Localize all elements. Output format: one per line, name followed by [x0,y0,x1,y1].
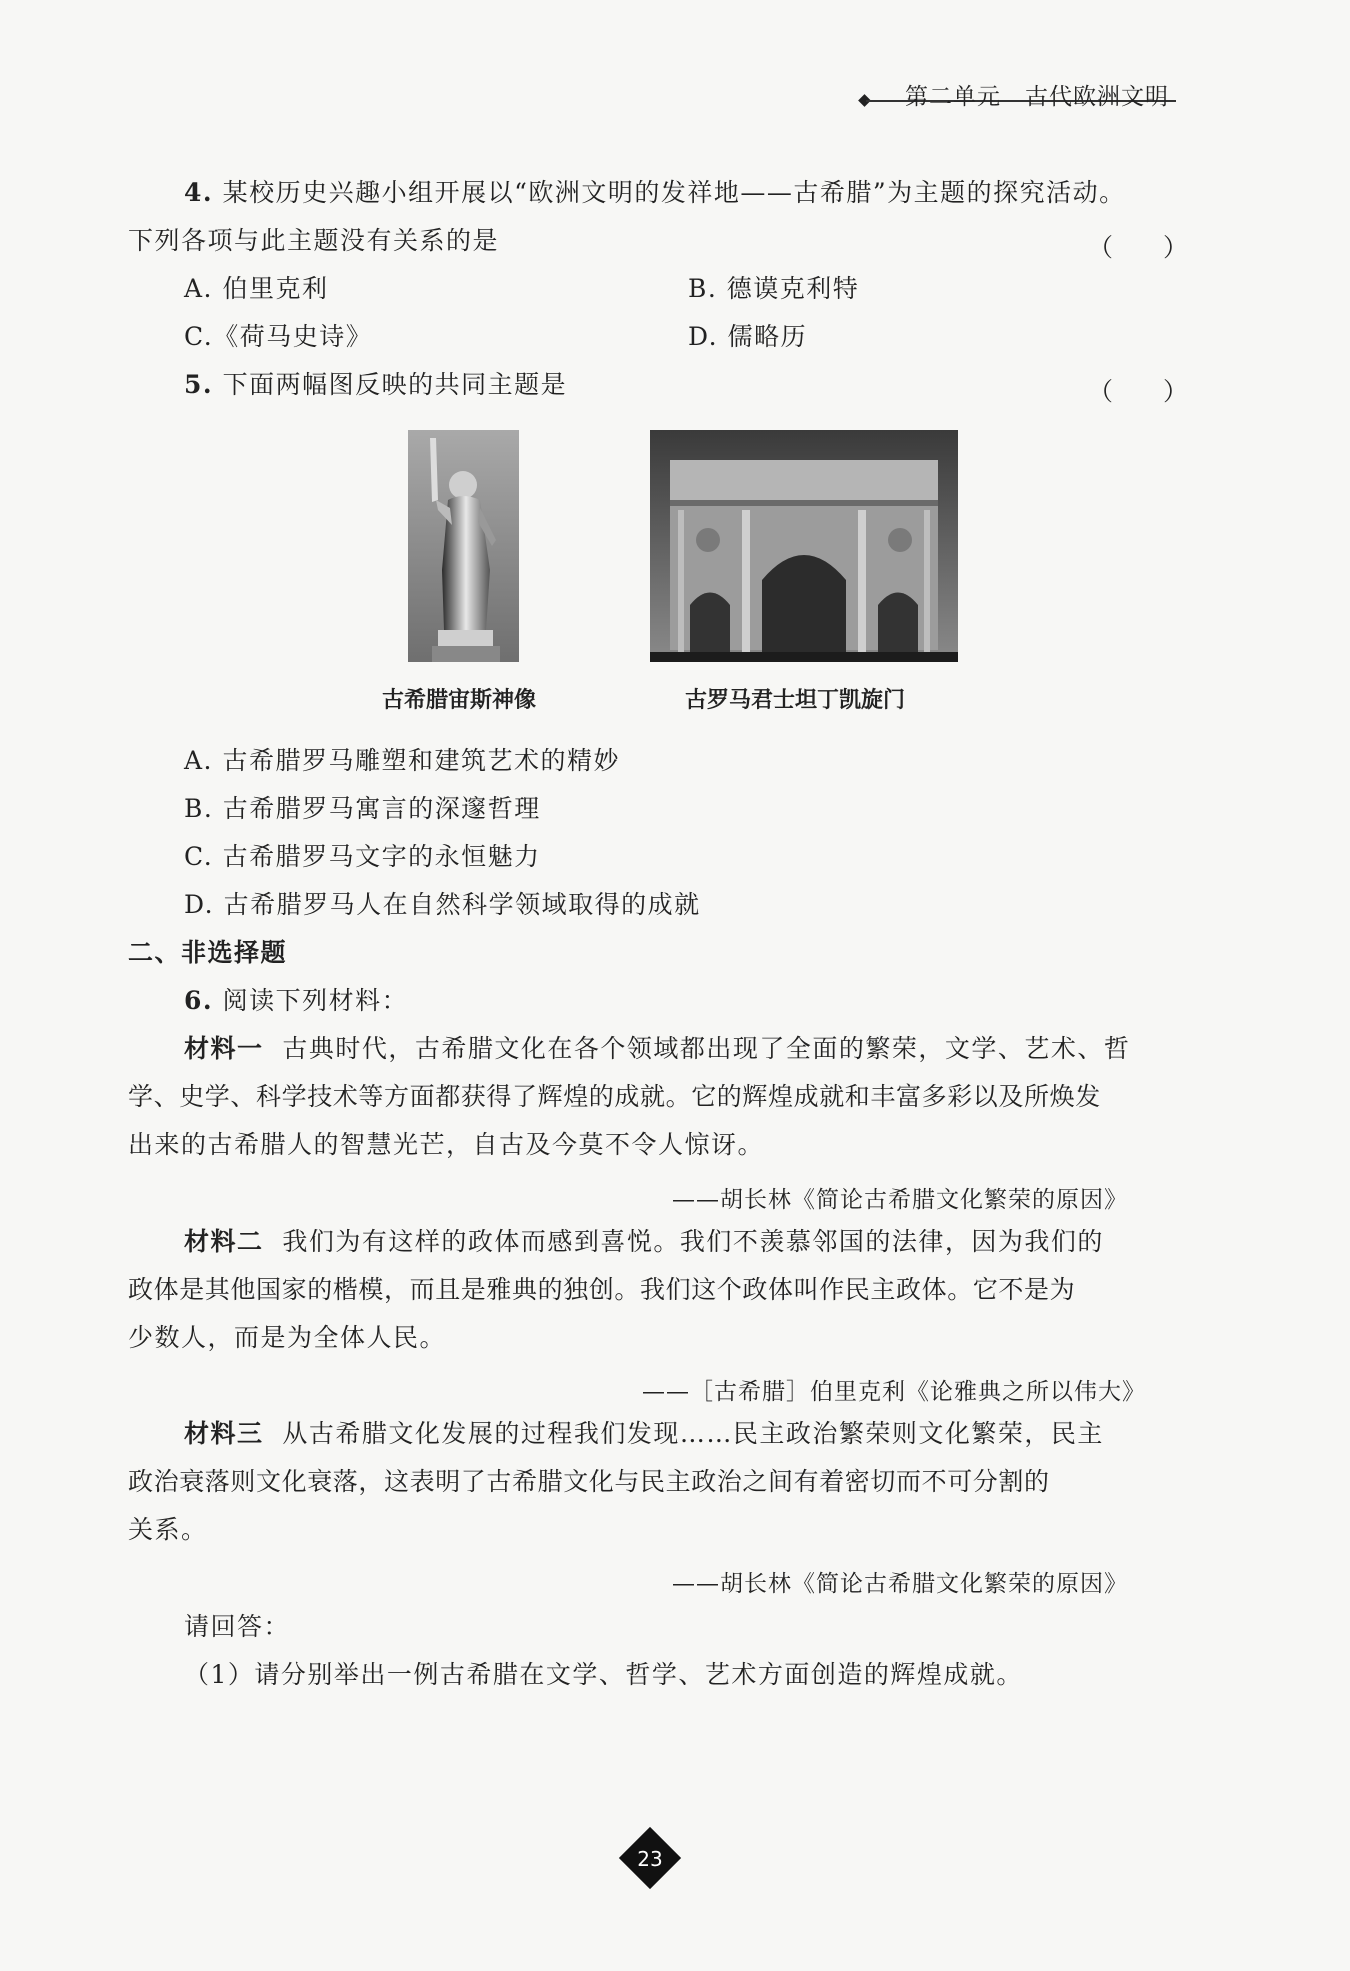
material-3-line-3: 关系。 [128,1515,208,1544]
section-title: 二、非选择题 [128,938,288,967]
unit-title: 第二单元 古代欧洲文明 [905,84,1169,110]
q4-answer-blank: （ ） [1088,233,1189,262]
material-1-label: 材料一 [184,1034,264,1063]
q5-option-a: A. 古希腊罗马雕塑和建筑艺术的精妙 [184,746,620,775]
answer-prompt: 请回答： [184,1612,291,1641]
material-2-line-3: 少数人，而是为全体人民。 [128,1323,447,1352]
material-2-label: 材料二 [184,1227,264,1256]
q4-stem-line1: 某校历史兴趣小组开展以“欧洲文明的发祥地——古希腊”为主题的探究活动。 [222,178,1126,207]
q5-stem: 5. 下面两幅图反映的共同主题是 [184,370,568,399]
q6-sub-question-1: （1）请分别举出一例古希腊在文学、哲学、艺术方面创造的辉煌成就。 [184,1660,1023,1689]
arch-caption: 古罗马君士坦丁凯旋门 [685,688,906,713]
q5-answer-blank: （ ） [1088,377,1189,406]
material-3-line-2: 政治衰落则文化衰落，这表明了古希腊文化与民主政治之间有着密切而不可分割的 [128,1467,1050,1496]
zeus-statue-image [408,430,519,662]
material-3-source: ——胡长林《简论古希腊文化繁荣的原因》 [672,1571,1128,1597]
q4-option-b: B. 德谟克利特 [688,274,860,303]
q4-option-c: C.《荷马史诗》 [184,322,373,351]
material-2-line-1: 材料二 我们为有这样的政体而感到喜悦。我们不羡慕邻国的法律，因为我们的 [184,1227,1104,1256]
arch-of-constantine-image [650,430,958,662]
q6-intro: 6. 阅读下列材料： [184,986,409,1015]
zeus-caption: 古希腊宙斯神像 [382,688,537,713]
q5-option-b: B. 古希腊罗马寓言的深邃哲理 [184,794,541,823]
material-3-label: 材料三 [184,1419,264,1448]
q4-stem [184,180,1126,205]
material-3-line-1: 材料三 从古希腊文化发展的过程我们发现……民主政治繁荣则文化繁荣，民主 [184,1419,1104,1448]
q4-option-a: A. 伯里克利 [184,274,329,303]
q4-option-d: D. 儒略历 [688,322,808,351]
q5-option-d: D. 古希腊罗马人在自然科学领域取得的成就 [184,890,701,919]
q5-option-c: C. 古希腊罗马文字的永恒魅力 [184,842,541,871]
material-2-source: ——［古希腊］伯里克利《论雅典之所以伟大》 [642,1379,1146,1405]
material-1-source: ——胡长林《简论古希腊文化繁荣的原因》 [672,1187,1128,1213]
q4-stem-line2: 下列各项与此主题没有关系的是 [128,226,500,255]
q4-number: 4. [184,178,214,207]
material-2-line-2: 政体是其他国家的楷模，而且是雅典的独创。我们这个政体叫作民主政体。它不是为 [128,1275,1076,1304]
material-1-line-1: 材料一 古典时代，古希腊文化在各个领域都出现了全面的繁荣，文学、艺术、哲 [184,1034,1131,1063]
material-1-line-3: 出来的古希腊人的智慧光芒，自古及今莫不令人惊讶。 [128,1130,765,1159]
page-number: 23 [637,1847,663,1871]
material-1-line-2: 学、史学、科学技术等方面都获得了辉煌的成就。它的辉煌成就和丰富多彩以及所焕发 [128,1082,1101,1111]
